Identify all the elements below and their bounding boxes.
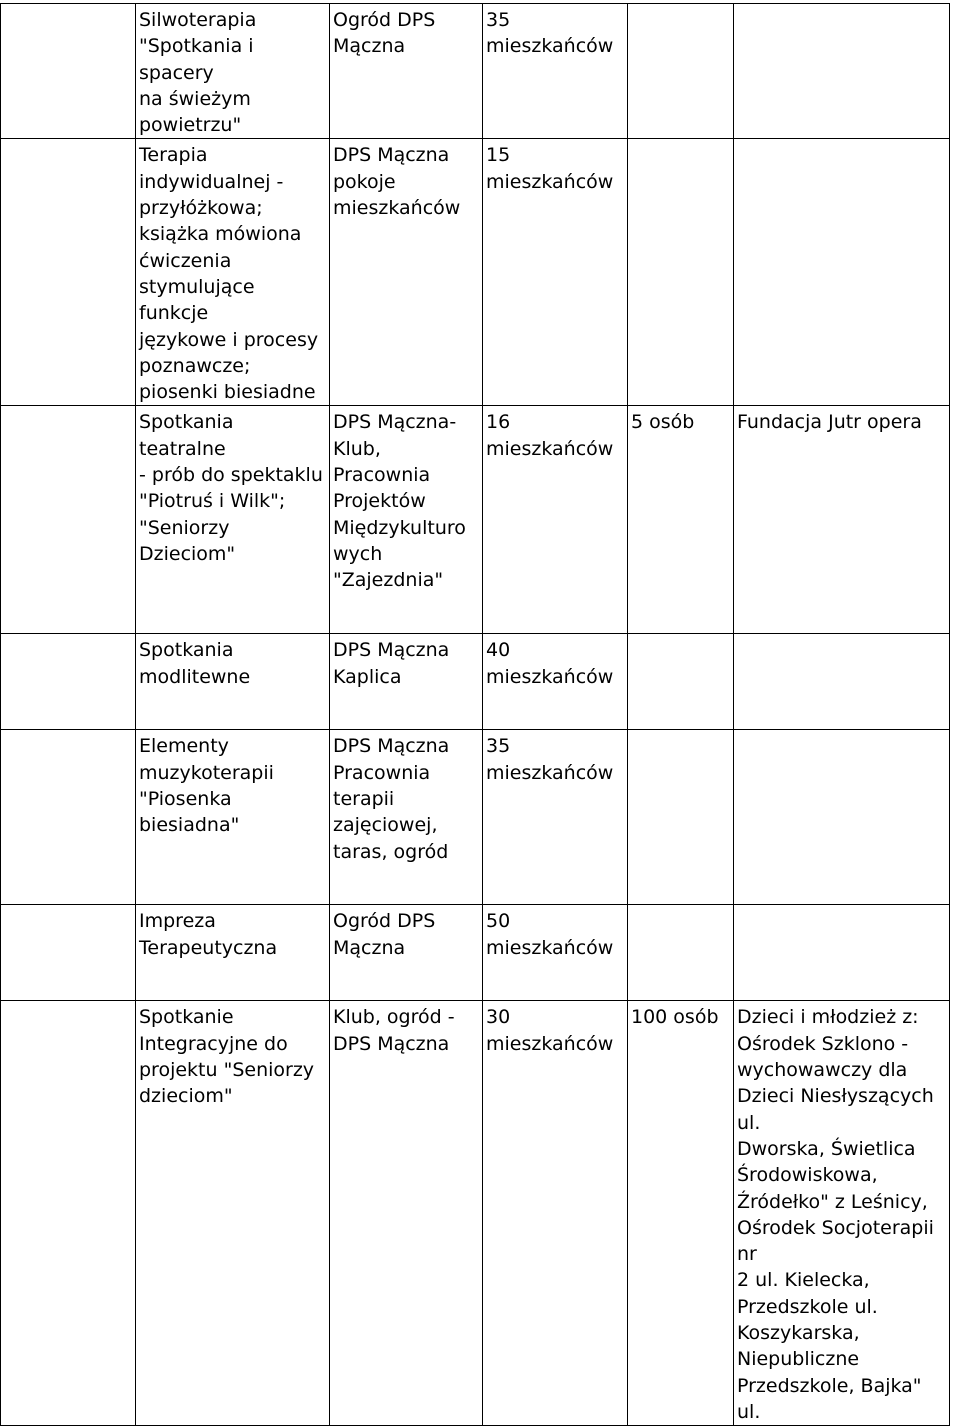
residents-text: 50 mieszkańców xyxy=(486,910,614,959)
activity-text: Impreza Terapeutyczna xyxy=(139,910,278,959)
partner-cell xyxy=(734,905,950,1001)
table-row xyxy=(1,730,950,905)
activity-cell xyxy=(136,634,330,730)
residents-text: 30 mieszkańców xyxy=(486,1006,614,1055)
residents-text: 15 mieszkańców xyxy=(486,144,614,193)
activity-cell xyxy=(136,905,330,1001)
empty-lead-cell xyxy=(1,730,136,905)
place-text: Ogród DPS Mączna xyxy=(333,9,436,58)
partner-cell xyxy=(734,730,950,905)
residents-cell xyxy=(483,406,628,634)
place-text: DPS Mączna- Klub, Pracownia Projektów Międzykulturo wych "Zajezdnia" xyxy=(333,411,466,592)
empty-lead-cell xyxy=(1,1001,136,1426)
activity-cell xyxy=(136,4,330,139)
residents-cell xyxy=(483,730,628,905)
partner-cell xyxy=(734,139,950,406)
others-cell xyxy=(628,634,734,730)
partner-cell xyxy=(734,634,950,730)
partner-cell xyxy=(734,406,950,634)
partner-text: Dzieci i młodzież z: Ośrodek Szklono - wychowawczy dla Dzieci Niesłyszących ul. Dworska, Świetlica Środowiskowa, Źródełko" z Leśnicy, Ośrodek Socjoterapii nr 2 ul. Kielecka, Przedszkole ul. Koszykarska, Niepubliczne Przedszkole, Bajka" ul. xyxy=(737,1006,934,1423)
place-text: Klub, ogród - DPS Mączna xyxy=(333,1006,455,1055)
place-text: DPS Mączna Pracownia terapii zajęciowej, taras, ogród xyxy=(333,735,450,863)
place-text: DPS Mączna pokoje mieszkańców xyxy=(333,144,461,220)
table-row xyxy=(1,406,950,634)
activity-text: Spotkania teatralne - prób do spektaklu "Piotruś i Wilk"; "Seniorzy Dzieciom" xyxy=(139,411,323,565)
table-row xyxy=(1,634,950,730)
place-text: Ogród DPS Mączna xyxy=(333,910,436,959)
activities-table xyxy=(0,3,950,1426)
empty-lead-cell xyxy=(1,139,136,406)
table-row xyxy=(1,905,950,1001)
table-row xyxy=(1,4,950,139)
residents-text: 35 mieszkańców xyxy=(486,735,614,784)
residents-cell xyxy=(483,634,628,730)
activity-cell xyxy=(136,1001,330,1426)
activity-text: Spotkania modlitewne xyxy=(139,639,251,688)
residents-cell xyxy=(483,4,628,139)
place-cell xyxy=(330,139,483,406)
place-cell xyxy=(330,905,483,1001)
place-text: DPS Mączna Kaplica xyxy=(333,639,450,688)
residents-text: 16 mieszkańców xyxy=(486,411,614,460)
table-row xyxy=(1,139,950,406)
partner-cell xyxy=(734,4,950,139)
others-text: 100 osób xyxy=(631,1006,719,1029)
activity-text: Elementy muzykoterapii "Piosenka biesiadna" xyxy=(139,735,274,837)
empty-lead-cell xyxy=(1,406,136,634)
activity-text: Spotkanie Integracyjne do projektu "Seniorzy dzieciom" xyxy=(139,1006,315,1108)
activity-cell xyxy=(136,406,330,634)
residents-text: 40 mieszkańców xyxy=(486,639,614,688)
empty-lead-cell xyxy=(1,634,136,730)
empty-lead-cell xyxy=(1,4,136,139)
others-text: 5 osób xyxy=(631,411,695,434)
place-cell xyxy=(330,634,483,730)
others-cell xyxy=(628,139,734,406)
empty-lead-cell xyxy=(1,905,136,1001)
place-cell xyxy=(330,406,483,634)
partner-cell xyxy=(734,1001,950,1426)
table-row xyxy=(1,1001,950,1426)
place-cell xyxy=(330,1001,483,1426)
others-cell xyxy=(628,905,734,1001)
others-cell xyxy=(628,730,734,905)
residents-cell xyxy=(483,905,628,1001)
activity-cell xyxy=(136,139,330,406)
residents-cell xyxy=(483,1001,628,1426)
others-cell xyxy=(628,4,734,139)
activity-cell xyxy=(136,730,330,905)
residents-cell xyxy=(483,139,628,406)
others-cell xyxy=(628,406,734,634)
residents-text: 35 mieszkańców xyxy=(486,9,614,58)
activity-text: Terapia indywidualnej - przyłóżkowa; książka mówiona ćwiczenia stymulujące funkcje językowe i procesy poznawcze; piosenki biesiadne xyxy=(139,144,319,404)
activity-text: Silwoterapia "Spotkania i spacery na świeżym powietrzu" xyxy=(139,9,257,137)
place-cell xyxy=(330,4,483,139)
place-cell xyxy=(330,730,483,905)
partner-text: Fundacja Jutr opera xyxy=(737,411,922,434)
others-cell xyxy=(628,1001,734,1426)
